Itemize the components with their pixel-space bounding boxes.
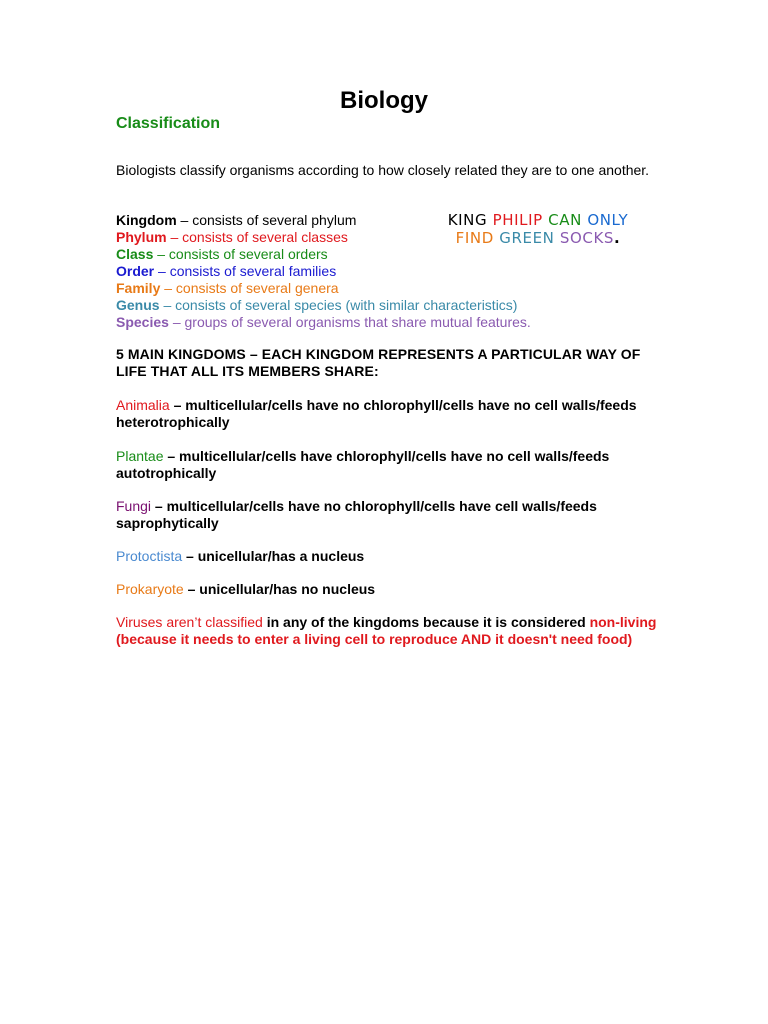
mnemonic-line-1 <box>412 211 664 229</box>
kingdom-plantae <box>116 448 664 482</box>
rank-desc: – consists of several classes <box>166 229 348 245</box>
kingdom-desc: – multicellular/cells have no chlorophyll/cells have no cell walls/feeds heterotrophically <box>116 397 637 430</box>
viruses-note <box>116 614 664 648</box>
mnemonic-word: FIND <box>455 229 494 247</box>
kingdom-name: Plantae <box>116 448 164 464</box>
mnemonic-word: ONLY <box>587 211 629 229</box>
kingdom-desc: – multicellular/cells have chlorophyll/cells have no cell walls/feeds autotrophically <box>116 448 610 481</box>
kingdom-prokaryote <box>116 581 664 598</box>
kingdom-desc: – unicellular/has a nucleus <box>182 548 365 564</box>
rank-desc: – consists of several orders <box>153 246 328 262</box>
mnemonic-word: PHILIP <box>492 211 543 229</box>
rank-name: Order <box>116 263 155 279</box>
kingdom-desc: – unicellular/has no nucleus <box>183 581 376 597</box>
rank-family <box>116 280 531 297</box>
mnemonic-word: CAN <box>548 211 582 229</box>
rank-order <box>116 263 531 280</box>
kingdom-name: Prokaryote <box>116 581 184 597</box>
rank-desc: – consists of several genera <box>160 280 339 296</box>
kingdom-desc: – multicellular/cells have no chlorophyll/cells have cell walls/feeds saprophytically <box>116 498 597 531</box>
rank-name: Family <box>116 280 161 296</box>
kingdom-name: Protoctista <box>116 548 183 564</box>
rank-genus <box>116 297 531 314</box>
note-highlight-reason: non-living (because it needs to enter a living cell to reproduce AND it doesn't need food) <box>116 614 657 647</box>
note-text: in any of the kingdoms because it is considered <box>262 614 590 630</box>
kingdom-name: Animalia <box>116 397 170 413</box>
section-subtitle: Classification <box>116 115 221 132</box>
rank-desc: – consists of several species (with similar characteristics) <box>159 297 518 313</box>
rank-name: Class <box>116 246 154 262</box>
rank-name: Species <box>116 314 169 330</box>
rank-desc: – groups of several organisms that share mutual features. <box>168 314 531 330</box>
mnemonic-line-2 <box>412 229 664 247</box>
rank-name: Phylum <box>116 229 167 245</box>
kingdoms-heading: 5 MAIN KINGDOMS – EACH KINGDOM REPRESENTS A PARTICULAR WAY OF LIFE THAT ALL ITS MEMBERS SHARE: <box>116 346 641 379</box>
mnemonic-word: GREEN <box>499 229 555 247</box>
rank-name: Genus <box>116 297 160 313</box>
kingdom-fungi <box>116 498 664 532</box>
rank-class <box>116 246 531 263</box>
kingdom-animalia <box>116 397 664 431</box>
rank-name: Kingdom <box>116 212 177 228</box>
rank-species <box>116 314 531 331</box>
page-title: Biology <box>340 87 428 114</box>
rank-desc: – consists of several families <box>154 263 337 279</box>
kingdom-name: Fungi <box>116 498 152 514</box>
mnemonic-word: KING <box>447 211 488 229</box>
kingdom-protoctista <box>116 548 664 565</box>
intro-paragraph: Biologists classify organisms according to how closely related they are to one another. <box>116 162 650 178</box>
mnemonic-word: SOCKS <box>559 229 615 247</box>
note-highlight: Viruses aren’t classified <box>116 614 263 630</box>
mnemonic-period: . <box>614 229 621 247</box>
rank-desc: – consists of several phylum <box>176 212 357 228</box>
mnemonic <box>412 211 664 247</box>
